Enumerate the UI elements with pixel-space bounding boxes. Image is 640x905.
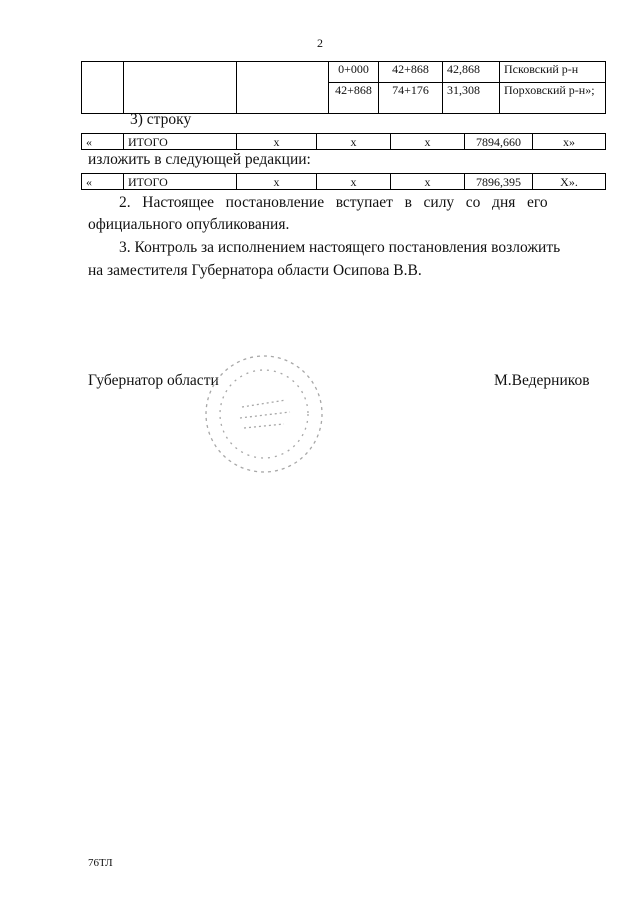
table-cell: Псковский р-н (500, 62, 606, 83)
replace-instruction: изложить в следующей редакции: (88, 151, 311, 168)
table-cell: 0+000 (329, 62, 379, 83)
paragraph-3-line-2: на заместителя Губернатора области Осипова В.В. (88, 262, 422, 279)
official-seal-stamp (202, 352, 326, 476)
table-row (82, 134, 606, 150)
table-cell: 42,868 (443, 62, 500, 83)
table-cell: х (317, 174, 391, 190)
old-total-row (81, 133, 606, 150)
table-cell: 7894,660 (465, 134, 533, 150)
table-cell: 7896,395 (465, 174, 533, 190)
table-cell: « (82, 174, 124, 190)
table-cell: 42+868 (329, 83, 379, 114)
table-cell: х» (533, 134, 606, 150)
table-cell: х (391, 174, 465, 190)
page-number: 2 (317, 36, 323, 50)
table-cell (124, 62, 237, 114)
table-cell: Х». (533, 174, 606, 190)
table-row (82, 174, 606, 190)
table-cell: х (237, 134, 317, 150)
new-total-row (81, 173, 606, 190)
item-3-label: 3) строку (130, 111, 192, 128)
table-cell: ИТОГО (124, 174, 237, 190)
signatory-name: М.Ведерников (494, 372, 590, 389)
table-row (82, 62, 606, 83)
table-cell: ИТОГО (124, 134, 237, 150)
paragraph-3-line-1: 3. Контроль за исполнением настоящего постановления возложить (119, 239, 561, 256)
seal-icon (206, 356, 322, 472)
document-code: 76ТЛ (88, 857, 113, 869)
table-cell: 31,308 (443, 83, 500, 114)
paragraph-2-line-2: официального опубликования. (88, 216, 290, 233)
table-cell: 74+176 (379, 83, 443, 114)
table-cell: Порховский р-н»; (500, 83, 606, 114)
table-cell (237, 62, 329, 114)
table-cell: х (317, 134, 391, 150)
road-section-table (81, 61, 606, 114)
paragraph-2-line-1: 2. Настоящее постановление вступает в силу со дня его (119, 194, 548, 211)
table-cell (82, 62, 124, 114)
signatory-position: Губернатор области (88, 372, 219, 389)
table-cell: 42+868 (379, 62, 443, 83)
table-cell: « (82, 134, 124, 150)
table-cell: х (237, 174, 317, 190)
table-cell: х (391, 134, 465, 150)
